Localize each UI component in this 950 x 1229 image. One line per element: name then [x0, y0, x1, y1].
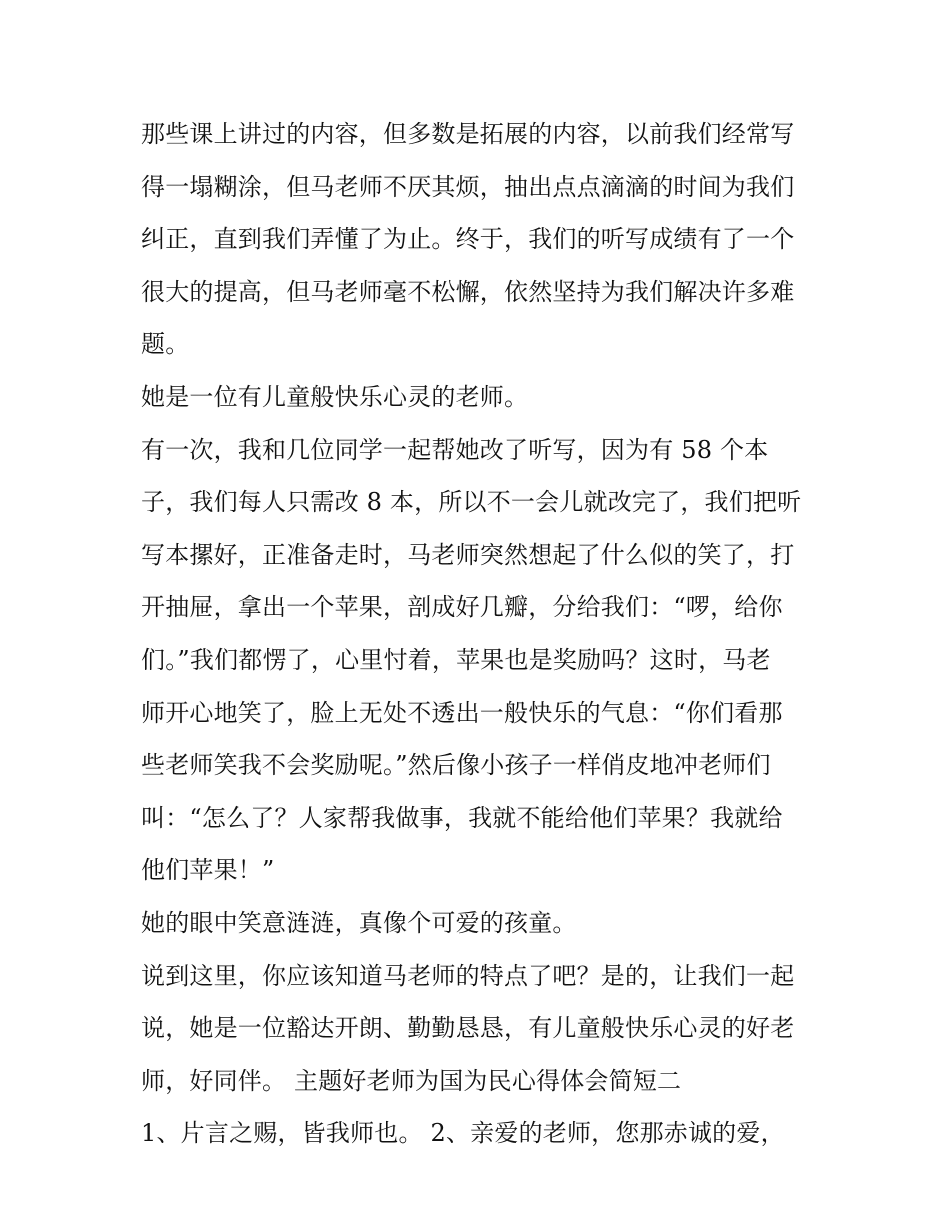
text-line: 很大的提高，但马老师毫不松懈，依然坚持为我们解决许多难: [141, 277, 795, 306]
text-line: 子，我们每人只需改 8 本，所以不一会儿就改完了，我们把听: [141, 488, 802, 517]
text-line: 有一次，我和几位同学一起帮她改了听写，因为有 58 个本: [141, 435, 769, 464]
text-line: 得一塌糊涂，但马老师不厌其烦，抽出点点滴滴的时间为我们: [141, 172, 795, 201]
text-line: 些老师笑我不会奖励呢。”然后像小孩子一样俏皮地冲老师们: [141, 751, 771, 780]
text-line: 说，她是一位豁达开朗、勤勤恳恳，有儿童般快乐心灵的好老: [141, 1014, 795, 1043]
text-line: 说到这里，你应该知道马老师的特点了吧？是的，让我们一起: [141, 961, 795, 990]
text-line: 题。: [141, 330, 190, 359]
text-line: 开抽屉，拿出一个苹果，剖成好几瓣，分给我们：“啰，给你: [141, 593, 783, 622]
text-line: 叫：“怎么了？人家帮我做事，我就不能给他们苹果？我就给: [141, 803, 783, 832]
text-line: 师，好同伴。 主题好老师为国为民心得体会简短二: [141, 1066, 682, 1095]
text-line: 1、片言之赐，皆我师也。 2、亲爱的老师，您那赤诚的爱，: [141, 1119, 785, 1148]
text-line: 们。”我们都愣了，心里忖着，苹果也是奖励吗？这时，马老: [141, 645, 771, 674]
text-line: 她是一位有儿童般快乐心灵的老师。: [141, 382, 529, 411]
text-line: 那些课上讲过的内容，但多数是拓展的内容，以前我们经常写: [141, 120, 795, 148]
text-line: 写本摞好，正准备走时，马老师突然想起了什么似的笑了，打: [141, 540, 795, 569]
text-line: 她的眼中笑意涟涟，真像个可爱的孩童。: [141, 908, 577, 937]
text-line: 他们苹果！”: [141, 856, 275, 885]
text-line: 师开心地笑了，脸上无处不透出一般快乐的气息：“你们看那: [141, 698, 783, 727]
document-body: [141, 108, 831, 1160]
text-line: 纠正，直到我们弄懂了为止。终于，我们的听写成绩有了一个: [141, 225, 795, 254]
